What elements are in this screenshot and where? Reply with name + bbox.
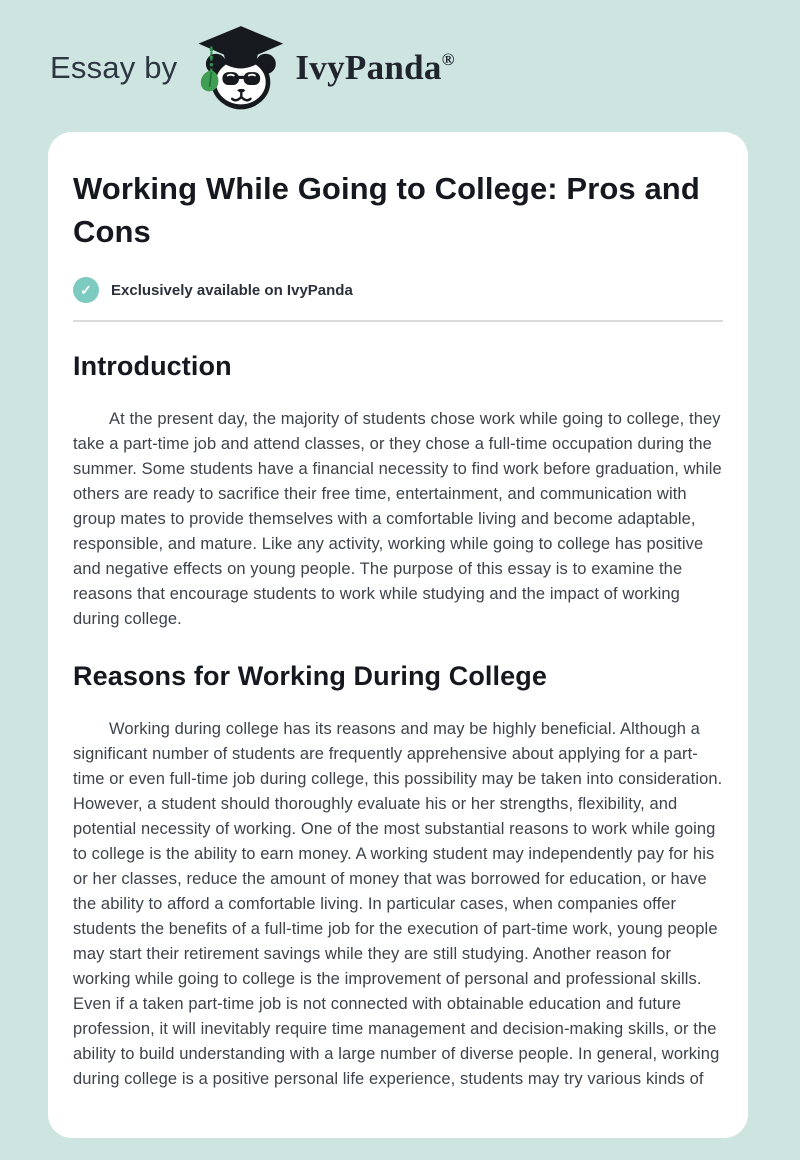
- exclusive-badge-label: Exclusively available on IvyPanda: [111, 281, 353, 299]
- essay-by-label: Essay by: [50, 50, 178, 85]
- section-heading: Introduction: [73, 351, 232, 381]
- section-introduction: [73, 351, 723, 632]
- panda-graduate-icon: [193, 23, 285, 113]
- brand-wordmark: [295, 48, 454, 88]
- brand-name: IvyPanda: [295, 48, 442, 87]
- exclusive-badge: [73, 277, 723, 303]
- section-heading: Reasons for Working During College: [73, 661, 547, 691]
- registered-trademark: ®: [441, 50, 455, 69]
- section-paragraph: At the present day, the majority of students chose work while going to college, they take a part-time job and attend classes, or they chose a full-time occupation during the summer. Some students have a financial necessity to find work before graduation, while others are ready to sacrifice their free time, entertainment, and communication with group mates to provide themselves with a comfortable living and become adaptable, responsible, and mature. Like any activity, working while going to college has positive and negative effects on young people. The purpose of this essay is to examine the reasons that encourage students to work while studying and the impact of working during college.: [73, 410, 722, 628]
- page-title: Working While Going to College: Pros and Cons: [73, 171, 700, 249]
- site-header: [0, 0, 800, 114]
- divider: [73, 320, 723, 322]
- essay-card: [48, 132, 748, 1138]
- section-paragraph: Working during college has its reasons and may be highly beneficial. Although a significant number of students are frequently apprehensive about applying for a part-time or even full-time job during college, this possibility may be taken into consideration. However, a student should thoroughly evaluate his or her strengths, flexibility, and potential necessity of working. One of the most substantial reasons to work while going to college is the ability to earn money. A working student may independently pay for his or her classes, reduce the amount of money that was borrowed for education, or have the ability to afford a comfortable living. In particular cases, when companies offer students the benefits of a full-time job for the execution of part-time work, young people may start their retirement savings while they are still studying. Another reason for working while going to college is the improvement of personal and professional skills. Even if a taken part-time job is not connected with obtainable education and future profession, it will inevitably require time management and decision-making skills, or the ability to build understanding with a large number of diverse people. In general, working during college is a positive personal life experience, students may try various kinds of: [73, 720, 723, 1088]
- check-icon: ✓: [73, 277, 99, 303]
- section-reasons: [73, 661, 723, 1092]
